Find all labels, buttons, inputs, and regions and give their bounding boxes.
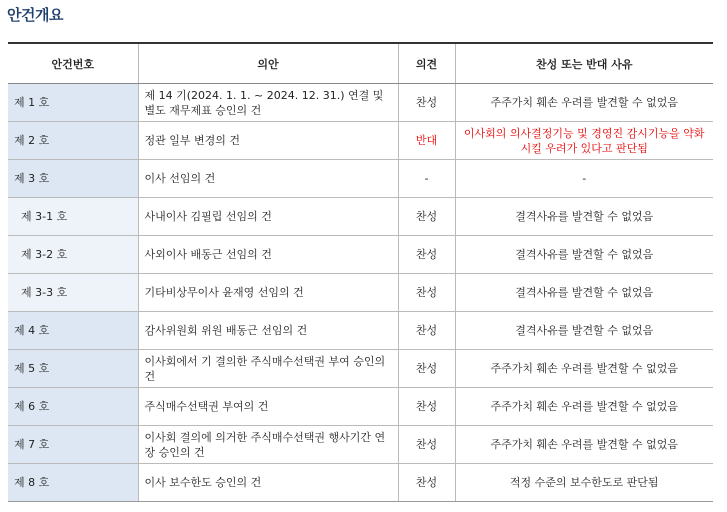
reason: 결격사유를 발견할 수 없었음 <box>455 198 713 236</box>
agenda-number: 제 8 호 <box>8 464 138 502</box>
opinion: 찬성 <box>398 274 455 312</box>
table-row <box>8 198 713 236</box>
table-row <box>8 388 713 426</box>
table-row <box>8 464 713 502</box>
header-opinion: 의견 <box>398 43 455 84</box>
agenda-table <box>8 42 713 502</box>
table-row <box>8 236 713 274</box>
agenda-number: 제 2 호 <box>8 122 138 160</box>
agenda-item: 이사 선임의 건 <box>138 160 398 198</box>
agenda-number: 제 4 호 <box>8 312 138 350</box>
reason: 주주가치 훼손 우려를 발견할 수 없었음 <box>455 84 713 122</box>
reason: 주주가치 훼손 우려를 발견할 수 없었음 <box>455 350 713 388</box>
opinion: 찬성 <box>398 388 455 426</box>
agenda-number: 제 3-3 호 <box>8 274 138 312</box>
opinion: 찬성 <box>398 464 455 502</box>
agenda-number: 제 7 호 <box>8 426 138 464</box>
table-row <box>8 426 713 464</box>
page-title: 안건개요 <box>7 6 63 24</box>
reason: 적정 수준의 보수한도로 판단됨 <box>455 464 713 502</box>
reason: 이사회의 의사결정기능 및 경영진 감시기능을 약화시킬 우려가 있다고 판단됨 <box>455 122 713 160</box>
agenda-number: 제 3-1 호 <box>8 198 138 236</box>
opinion: 찬성 <box>398 84 455 122</box>
table-row <box>8 312 713 350</box>
table-row <box>8 350 713 388</box>
header-agenda-number: 안건번호 <box>8 43 138 84</box>
reason: 결격사유를 발견할 수 없었음 <box>455 236 713 274</box>
table-row <box>8 84 713 122</box>
reason: 결격사유를 발견할 수 없었음 <box>455 312 713 350</box>
table-header-row <box>8 43 713 84</box>
agenda-number: 제 6 호 <box>8 388 138 426</box>
agenda-item: 이사회에서 기 결의한 주식매수선택권 부여 승인의 건 <box>138 350 398 388</box>
agenda-number: 제 3 호 <box>8 160 138 198</box>
reason: - <box>455 160 713 198</box>
agenda-item: 사내이사 김필립 선임의 건 <box>138 198 398 236</box>
agenda-item: 이사 보수한도 승인의 건 <box>138 464 398 502</box>
table-row <box>8 122 713 160</box>
agenda-item: 감사위원회 위원 배동근 선임의 건 <box>138 312 398 350</box>
agenda-number: 제 1 호 <box>8 84 138 122</box>
opinion: 찬성 <box>398 350 455 388</box>
agenda-item: 이사회 결의에 의거한 주식매수선택권 행사기간 연장 승인의 건 <box>138 426 398 464</box>
agenda-item: 제 14 기(2024. 1. 1. ~ 2024. 12. 31.) 연결 및 별도 재무제표 승인의 건 <box>138 84 398 122</box>
header-agenda-item: 의안 <box>138 43 398 84</box>
agenda-number: 제 3-2 호 <box>8 236 138 274</box>
opinion: - <box>398 160 455 198</box>
opinion: 찬성 <box>398 426 455 464</box>
table-row <box>8 160 713 198</box>
opinion: 찬성 <box>398 198 455 236</box>
header-reason: 찬성 또는 반대 사유 <box>455 43 713 84</box>
reason: 결격사유를 발견할 수 없었음 <box>455 274 713 312</box>
table-row <box>8 274 713 312</box>
agenda-item: 기타비상무이사 윤재영 선임의 건 <box>138 274 398 312</box>
reason: 주주가치 훼손 우려를 발견할 수 없었음 <box>455 388 713 426</box>
agenda-item: 주식매수선택권 부여의 건 <box>138 388 398 426</box>
agenda-item: 정관 일부 변경의 건 <box>138 122 398 160</box>
opinion: 찬성 <box>398 236 455 274</box>
reason: 주주가치 훼손 우려를 발견할 수 없었음 <box>455 426 713 464</box>
opinion: 찬성 <box>398 312 455 350</box>
agenda-item: 사외이사 배동근 선임의 건 <box>138 236 398 274</box>
opinion: 반대 <box>398 122 455 160</box>
agenda-number: 제 5 호 <box>8 350 138 388</box>
